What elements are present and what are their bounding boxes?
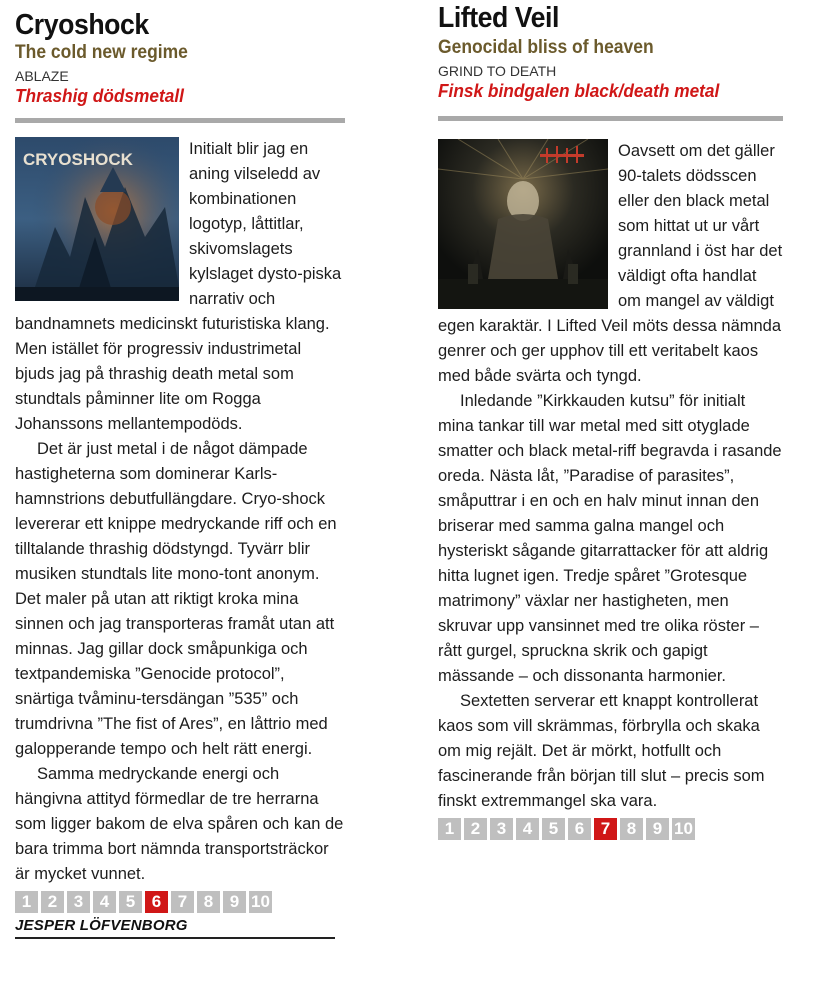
paragraph: Samma medryckande energi och hängivna attityd förmedlar de tre herrarna som ligger bakom de elva spåren och kan de bara trimma bort nämnda transportsträckor är mycket vunnet.: [15, 765, 344, 883]
rating-box-9: 9: [646, 818, 669, 840]
rating-box-10: 10: [672, 818, 695, 840]
rating-box-1: 1: [438, 818, 461, 840]
record-label: GRIND TO DEATH: [438, 63, 557, 79]
cryoshock-cover-art: [15, 137, 179, 301]
paragraph: Initialt blir jag en aning vilseledd av kombinationen logotyp, låttitlar, skivomslagets kylslaget dysto-piska narrativ och bandnamnets medicinskt futuristiska klang. Men istället för progressiv industrimetal bjuds jag på thrashig death metal som stundtals påminner lite om Rogga Johanssons mellantempodöds.: [15, 140, 342, 433]
rating-scale: [15, 891, 345, 913]
rating-box-4: 4: [93, 891, 116, 913]
rating-box-5: 5: [119, 891, 142, 913]
paragraph: Sextetten serverar ett knappt kontrollerat kaos som vill skrämmas, förbrylla och skaka om mig rejält. Det är mörkt, hotfullt och fascinerande från början till slut – precis som finskt extremmangel ska vara.: [438, 692, 765, 810]
album-title: The cold new regime: [15, 42, 188, 63]
paragraph: Det är just metal i de något dämpade hastigheterna som dominerar Karls-hamnstrions debutfullängdare. Cryo-shock levererar ett knippe medryckande riff och en tilltalande thrashig dödstyngd. Tyvärr blir musiken stundtals lite mono-tont anonym. Det maler på utan att riktigt kroka mina sinnen och jag transporteras framåt utan att minnas. Jag gillar dock småpunkiga och textpandemiska ”Genocide protocol”, snärtiga tvåminu-tersdängan ”535” och trumdrivna ”The fist of Ares”, en låttrio med galopperande tempo och helt rätt energi.: [15, 440, 337, 758]
band-title: Lifted Veil: [438, 2, 559, 34]
review-lifted-veil: [438, 3, 783, 840]
rating-scale: [438, 818, 783, 840]
record-label: ABLAZE: [15, 68, 69, 84]
genre: Thrashig dödsmetall: [15, 86, 184, 106]
review-body: [15, 137, 345, 887]
divider: [15, 118, 345, 123]
rating-box-6: 6: [568, 818, 591, 840]
rating-box-8: 8: [620, 818, 643, 840]
genre: Finsk bindgalen black/death metal: [438, 81, 720, 101]
rating-box-9: 9: [223, 891, 246, 913]
review-cryoshock: [15, 10, 345, 939]
album-cover: [438, 139, 608, 309]
rating-box-10: 10: [249, 891, 272, 913]
rating-box-5: 5: [542, 818, 565, 840]
band-title: Cryoshock: [15, 9, 149, 41]
rating-box-7: 7: [171, 891, 194, 913]
rating-box-6: 6: [145, 891, 168, 913]
divider: [438, 116, 783, 121]
album-title: Genocidal bliss of heaven: [438, 37, 654, 58]
reviewer-name: JESPER LÖFVENBORG: [15, 917, 335, 939]
review-body: [438, 139, 783, 814]
rating-box-4: 4: [516, 818, 539, 840]
rating-box-2: 2: [464, 818, 487, 840]
rating-box-2: 2: [41, 891, 64, 913]
paragraph: Oavsett om det gäller 90-talets dödsscen eller den black metal som hittat ut ur vårt grannland i öst har det väldigt ofta handlat om mangel av väldigt egen karaktär. I Lifted Veil möts dessa nämnda genrer och ger upphov till ett veritabelt kaos med både svärta och tyngd.: [438, 142, 783, 385]
rating-box-3: 3: [67, 891, 90, 913]
rating-box-8: 8: [197, 891, 220, 913]
paragraph: Inledande ”Kirkkauden kutsu” för initialt mina tankar till war metal med sitt otyglade smatter och black metal-riff begravda i rasande oreda. Nästa låt, ”Paradise of parasites”, småputtrar i en och en halv minut innan den briserar med samma galna mangel och hysteriskt sågande gitarrattacker för att aldrig hitta lugnet igen. Tredje spåret ”Grotesque matrimony” växlar ner hastigheten, men skruvar upp vansinnet med tre olika röster – rått gurgel, spruckna skrik och gapigt mässande – och dissonanta harmonier.: [438, 392, 782, 685]
cover-logo-text: CRYOSHOCK: [23, 150, 133, 169]
lifted-veil-cover-art: [438, 139, 608, 309]
rating-box-7: 7: [594, 818, 617, 840]
album-cover: [15, 137, 179, 301]
rating-box-3: 3: [490, 818, 513, 840]
rating-box-1: 1: [15, 891, 38, 913]
